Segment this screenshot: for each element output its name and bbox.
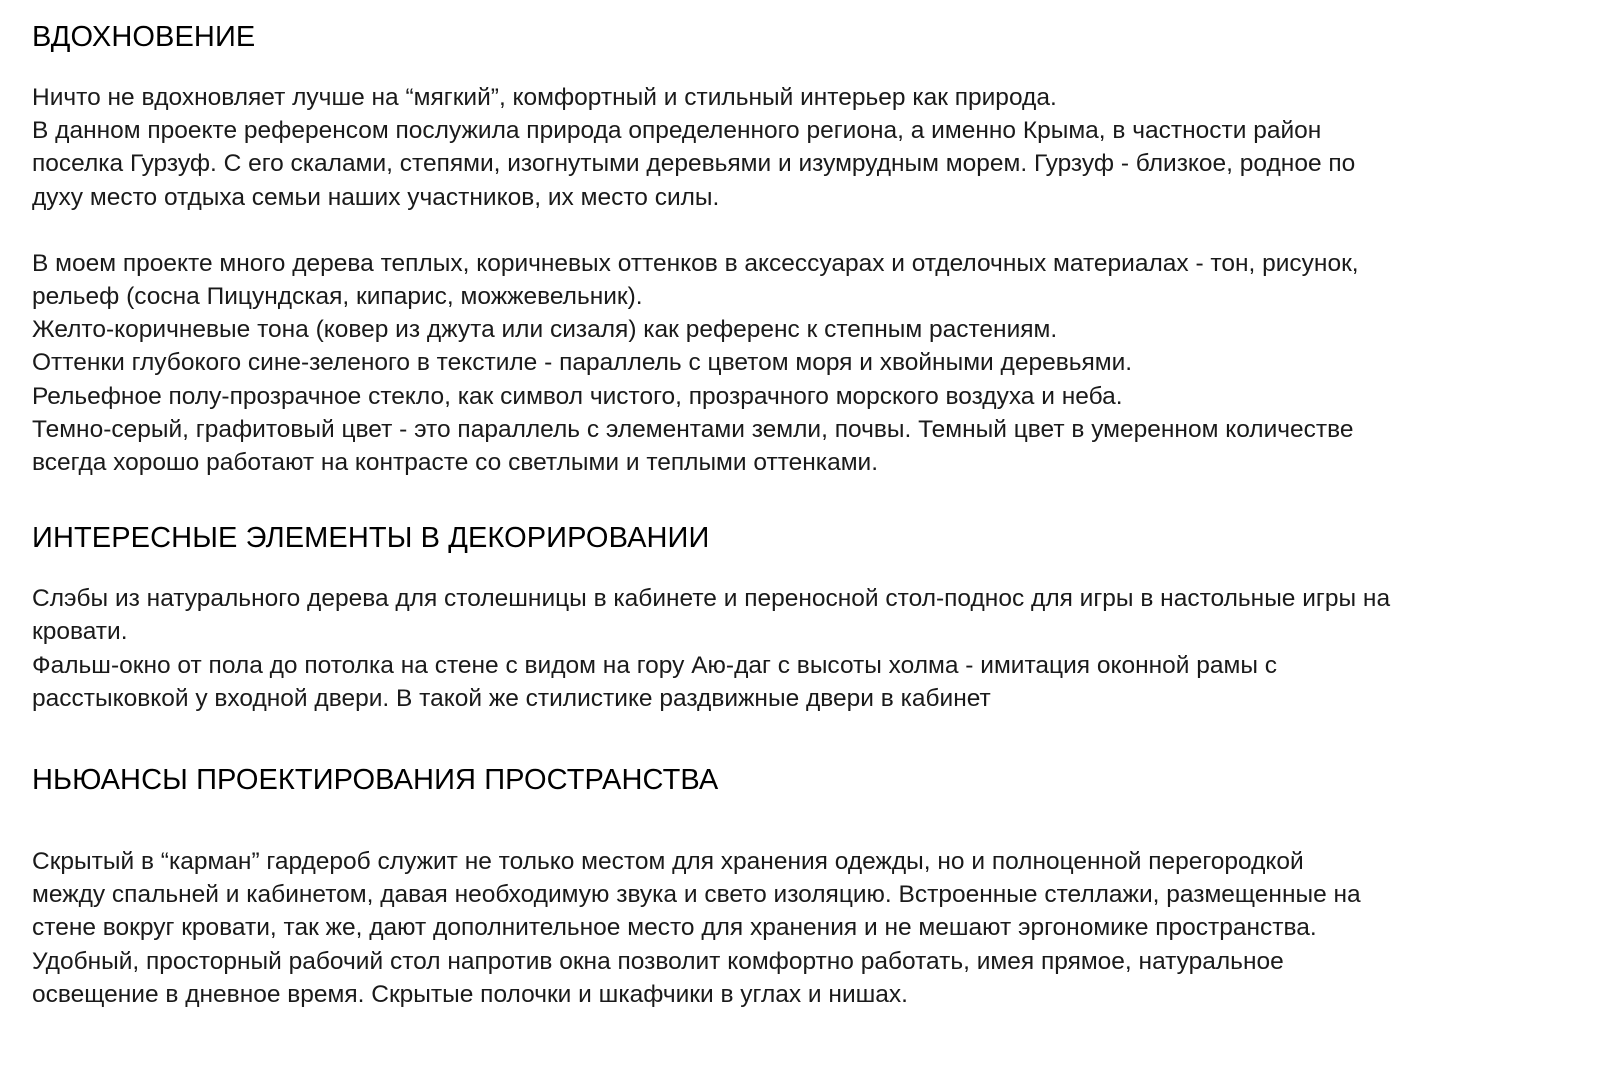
paragraph-line: духу место отдыха семьи наших участников, их место силы. [32,183,720,211]
paragraph-line: Желто-коричневые тона (ковер из джута или сизаля) как референс к степным растениям. [32,316,1058,344]
paragraph-materials-palette [32,247,1552,479]
paragraph-line: между спальней и кабинетом, давая необходимую звука и свето изоляцию. Встроенные стеллажи, размещенные на [32,881,1361,909]
paragraph-line: Фальш-окно от пола до потолка на стене с видом на гору Аю-даг с высоты холма - имитация оконной рамы с [32,651,1278,679]
paragraph-line: Темно-серый, графитовый цвет - это параллель с элементами земли, почвы. Темный цвет в умеренном количестве [32,415,1354,443]
paragraph-line: рельеф (сосна Пицундская, кипарис, можжевельник). [32,283,643,311]
paragraph-line: освещение в дневное время. Скрытые полочки и шкафчики в углах и нишах. [32,980,908,1008]
paragraph-line: Ничто не вдохновляет лучше на “мягкий”, комфортный и стильный интерьер как природа. [32,84,1057,111]
paragraph-space-planning [32,845,1552,1011]
paragraph-line: кровати. [32,618,128,646]
section-heading-decor-elements: ИНТЕРЕСНЫЕ ЭЛЕМЕНТЫ В ДЕКОРИРОВАНИИ [32,522,710,555]
paragraph-inspiration-intro [32,81,1552,214]
paragraph-line: поселка Гурзуф. С его скалами, степями, изогнутыми деревьями и изумрудным морем. Гурзуф - близкое, родное по [32,150,1356,178]
document-page [0,20,1600,1076]
paragraph-decor-elements [32,582,1552,715]
paragraph-line: Слэбы из натурального дерева для столешницы в кабинете и переносной стол-поднос для игры в настольные игры на [32,585,1391,613]
paragraph-line: Удобный, просторный рабочий стол напротив окна позволит комфортно работать, имея прямое, натуральное [32,947,1284,975]
paragraph-line: В данном проекте референсом послужила природа определенного региона, а именно Крыма, в частности район [32,117,1322,145]
paragraph-line: расстыковкой у входной двери. В такой же стилистике раздвижные двери в кабинет [32,684,991,712]
section-heading-space-planning: НЬЮАНСЫ ПРОЕКТИРОВАНИЯ ПРОСТРАНСТВА [32,764,719,797]
paragraph-line: стене вокруг кровати, так же, дают дополнительное место для хранения и не мешают эргономике пространства. [32,914,1317,942]
paragraph-line: В моем проекте много дерева теплых, коричневых оттенков в аксессуарах и отделочных материалах - тон, рисунок, [32,249,1359,277]
section-heading-inspiration: ВДОХНОВЕНИЕ [32,21,256,53]
paragraph-line: Скрытый в “карман” гардероб служит не только местом для хранения одежды, но и полноценной перегородкой [32,848,1304,876]
paragraph-line: Оттенки глубокого сине-зеленого в текстиле - параллель с цветом моря и хвойными деревьями. [32,349,1133,377]
paragraph-line: Рельефное полу-прозрачное стекло, как символ чистого, прозрачного морского воздуха и неба. [32,382,1123,410]
paragraph-line: всегда хорошо работают на контрасте со светлыми и теплыми оттенками. [32,449,879,477]
